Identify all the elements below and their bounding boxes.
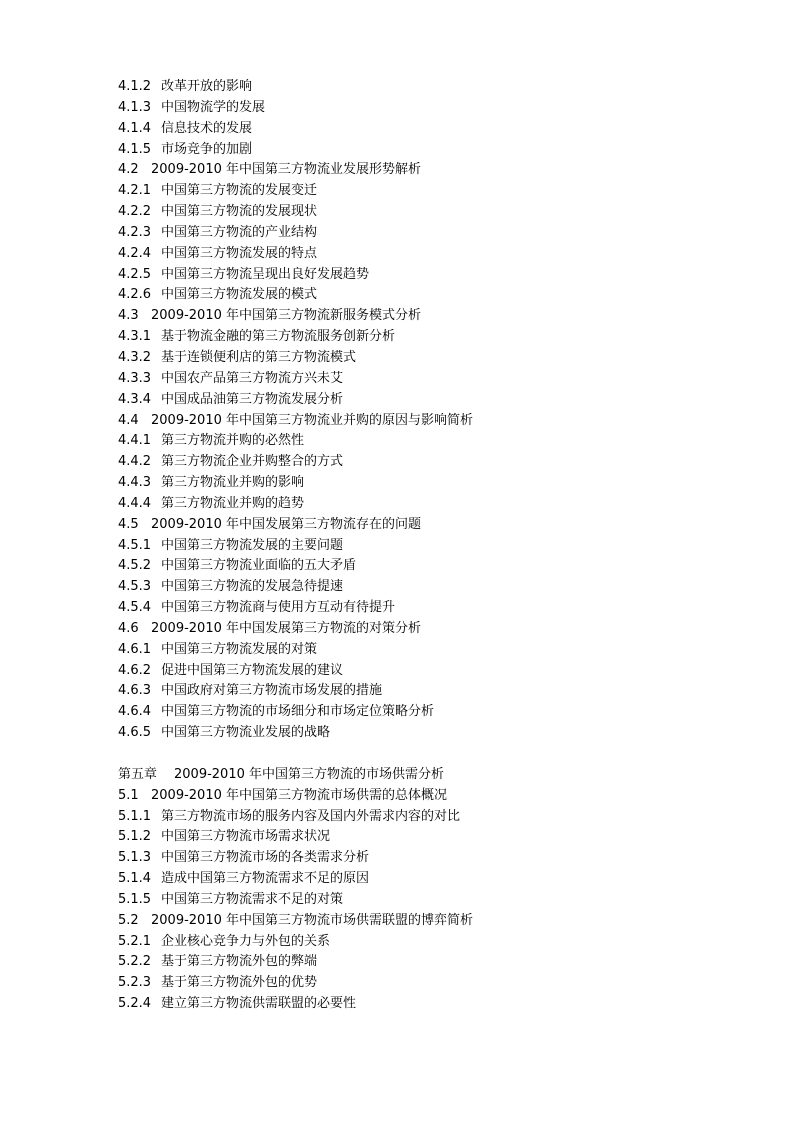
toc-title: 中国第三方物流发展的对策 xyxy=(161,641,318,657)
toc-number: 4.4.1 xyxy=(118,433,152,449)
toc-title: 中国第三方物流的发展现状 xyxy=(161,204,318,220)
toc-number: 4.3 xyxy=(118,308,139,324)
toc-title: 中国第三方物流呈现出良好发展趋势 xyxy=(161,266,370,282)
toc-title: 中国第三方物流发展的主要问题 xyxy=(161,537,344,553)
toc-number: 4.2.1 xyxy=(118,183,152,199)
toc-number: 4.6.2 xyxy=(118,662,152,678)
toc-number: 4.2.3 xyxy=(118,224,152,240)
toc-number: 4.4.4 xyxy=(118,495,152,511)
toc-entry xyxy=(118,681,738,702)
toc-number: 4.1.3 xyxy=(118,99,152,115)
toc-number: 4.5.3 xyxy=(118,579,152,595)
toc-title: 中国第三方物流市场的各类需求分析 xyxy=(161,850,370,866)
toc-entry xyxy=(118,952,738,973)
toc-title: 建立第三方物流供需联盟的必要性 xyxy=(161,996,357,1012)
toc-entry xyxy=(118,452,738,473)
toc-section xyxy=(118,911,738,932)
toc-entry xyxy=(118,223,738,244)
toc-title: 企业核心竞争力与外包的关系 xyxy=(161,933,331,949)
toc-title: 基于第三方物流外包的优势 xyxy=(161,975,318,991)
toc-entry xyxy=(118,369,738,390)
toc-title: 信息技术的发展 xyxy=(161,120,253,136)
toc-number: 4.1.5 xyxy=(118,141,152,157)
toc-title: 2009-2010 年中国第三方物流业发展形势解析 xyxy=(151,162,421,178)
toc-entry xyxy=(118,827,738,848)
toc-number: 5.2.3 xyxy=(118,975,152,991)
toc-entry xyxy=(118,702,738,723)
toc-number: 4.6.1 xyxy=(118,641,152,657)
toc-number: 5.2.1 xyxy=(118,933,152,949)
toc-title: 中国第三方物流商与使用方互动有待提升 xyxy=(161,600,396,616)
toc-number: 5.1.4 xyxy=(118,871,152,887)
toc-title: 2009-2010 年中国第三方物流市场供需的总体概况 xyxy=(151,787,447,803)
toc-entry xyxy=(118,577,738,598)
toc-number: 5.2 xyxy=(118,912,139,928)
toc-number: 4.3.1 xyxy=(118,329,152,345)
toc-section xyxy=(118,515,738,536)
toc-number: 4.3.4 xyxy=(118,391,152,407)
toc-number: 4.5 xyxy=(118,516,139,532)
toc-number: 4.6.3 xyxy=(118,683,152,699)
toc-title: 中国第三方物流的产业结构 xyxy=(161,224,318,240)
toc-number: 4.3.2 xyxy=(118,349,152,365)
toc-title: 第三方物流企业并购整合的方式 xyxy=(161,454,344,470)
toc-title: 基于物流金融的第三方物流服务创新分析 xyxy=(161,329,396,345)
toc-title: 中国第三方物流的发展变迁 xyxy=(161,183,318,199)
toc-title: 基于连锁便利店的第三方物流模式 xyxy=(161,349,357,365)
toc-number: 5.1.1 xyxy=(118,808,152,824)
toc-title: 第三方物流市场的服务内容及国内外需求内容的对比 xyxy=(161,808,461,824)
toc-entry xyxy=(118,431,738,452)
toc-title: 2009-2010 年中国发展第三方物流存在的问题 xyxy=(151,516,421,532)
chapter-number: 第五章 xyxy=(118,766,158,782)
toc-entry xyxy=(118,473,738,494)
toc-entry xyxy=(118,77,738,98)
toc-entry xyxy=(118,140,738,161)
toc-entry xyxy=(118,661,738,682)
toc-number: 5.1.5 xyxy=(118,891,152,907)
toc-title: 2009-2010 年中国第三方物流业并购的原因与影响简析 xyxy=(151,412,473,428)
toc-title: 中国政府对第三方物流市场发展的措施 xyxy=(161,683,383,699)
toc-number: 4.4 xyxy=(118,412,139,428)
toc-title: 造成中国第三方物流需求不足的原因 xyxy=(161,871,370,887)
toc-number: 5.1 xyxy=(118,787,139,803)
toc-number: 4.2.5 xyxy=(118,266,152,282)
toc-title: 中国第三方物流发展的特点 xyxy=(161,245,318,261)
toc-entry xyxy=(118,244,738,265)
toc-entry xyxy=(118,723,738,744)
toc-entry xyxy=(118,202,738,223)
toc-title: 改革开放的影响 xyxy=(161,79,253,94)
toc-number: 4.2.4 xyxy=(118,245,152,261)
toc-title: 第三方物流并购的必然性 xyxy=(161,433,305,449)
toc-title: 中国第三方物流的发展急待提速 xyxy=(161,579,344,595)
toc-entry xyxy=(118,556,738,577)
toc-number: 4.1.2 xyxy=(118,79,152,94)
toc-section xyxy=(118,411,738,432)
toc-number: 4.4.3 xyxy=(118,475,152,491)
toc-entry xyxy=(118,390,738,411)
toc-entry xyxy=(118,994,738,1015)
toc-number: 4.1.4 xyxy=(118,120,152,136)
toc-title: 中国第三方物流的市场细分和市场定位策略分析 xyxy=(161,704,435,720)
toc-entry xyxy=(118,973,738,994)
toc-title: 第三方物流业并购的影响 xyxy=(161,475,305,491)
toc-number: 4.2 xyxy=(118,162,139,178)
toc-number: 4.5.1 xyxy=(118,537,152,553)
toc-number: 4.4.2 xyxy=(118,454,152,470)
toc-number: 4.6.4 xyxy=(118,704,152,720)
toc-title: 中国第三方物流市场需求状况 xyxy=(161,829,331,845)
toc-entry xyxy=(118,536,738,557)
toc-title: 2009-2010 年中国发展第三方物流的对策分析 xyxy=(151,620,421,636)
toc-number: 5.1.3 xyxy=(118,850,152,866)
toc-title: 2009-2010 年中国第三方物流新服务模式分析 xyxy=(151,308,421,324)
toc-title: 中国物流学的发展 xyxy=(161,99,266,115)
toc-title: 中国第三方物流业面临的五大矛盾 xyxy=(161,558,357,574)
toc-number: 4.5.2 xyxy=(118,558,152,574)
toc-number: 4.2.6 xyxy=(118,287,152,303)
toc-number: 5.2.4 xyxy=(118,996,152,1012)
toc-entry xyxy=(118,327,738,348)
toc-number: 4.3.3 xyxy=(118,370,152,386)
toc-title: 中国农产品第三方物流方兴未艾 xyxy=(161,370,344,386)
toc-number: 5.2.2 xyxy=(118,954,152,970)
toc-entry xyxy=(118,348,738,369)
toc-entry xyxy=(118,265,738,286)
toc-title: 2009-2010 年中国第三方物流市场供需联盟的博弈简析 xyxy=(151,912,473,928)
toc-number: 5.1.2 xyxy=(118,829,152,845)
toc-title: 中国成品油第三方物流发展分析 xyxy=(161,391,344,407)
toc-section xyxy=(118,306,738,327)
toc-section xyxy=(118,160,738,181)
toc-entry xyxy=(118,890,738,911)
toc-section xyxy=(118,619,738,640)
toc-number: 4.6.5 xyxy=(118,725,152,741)
toc-entry xyxy=(118,98,738,119)
toc-entry xyxy=(118,869,738,890)
toc-title: 第三方物流业并购的趋势 xyxy=(161,495,305,511)
toc-entry xyxy=(118,848,738,869)
toc-entry xyxy=(118,932,738,953)
toc-number: 4.2.2 xyxy=(118,204,152,220)
chapter-title: 2009-2010 年中国第三方物流的市场供需分析 xyxy=(174,766,444,782)
toc-entry xyxy=(118,181,738,202)
toc-number: 4.6 xyxy=(118,620,139,636)
toc-section xyxy=(118,786,738,807)
toc-entry xyxy=(118,807,738,828)
table-of-contents xyxy=(118,77,738,1015)
toc-entry xyxy=(118,598,738,619)
toc-title: 中国第三方物流发展的模式 xyxy=(161,287,318,303)
toc-chapter xyxy=(118,765,738,786)
toc-title: 中国第三方物流需求不足的对策 xyxy=(161,891,344,907)
toc-entry xyxy=(118,285,738,306)
toc-title: 促进中国第三方物流发展的建议 xyxy=(161,662,344,678)
toc-title: 市场竞争的加剧 xyxy=(161,141,253,157)
toc-title: 基于第三方物流外包的弊端 xyxy=(161,954,318,970)
toc-entry xyxy=(118,640,738,661)
toc-entry xyxy=(118,119,738,140)
toc-title: 中国第三方物流业发展的战略 xyxy=(161,725,331,741)
toc-number: 4.5.4 xyxy=(118,600,152,616)
toc-entry xyxy=(118,494,738,515)
